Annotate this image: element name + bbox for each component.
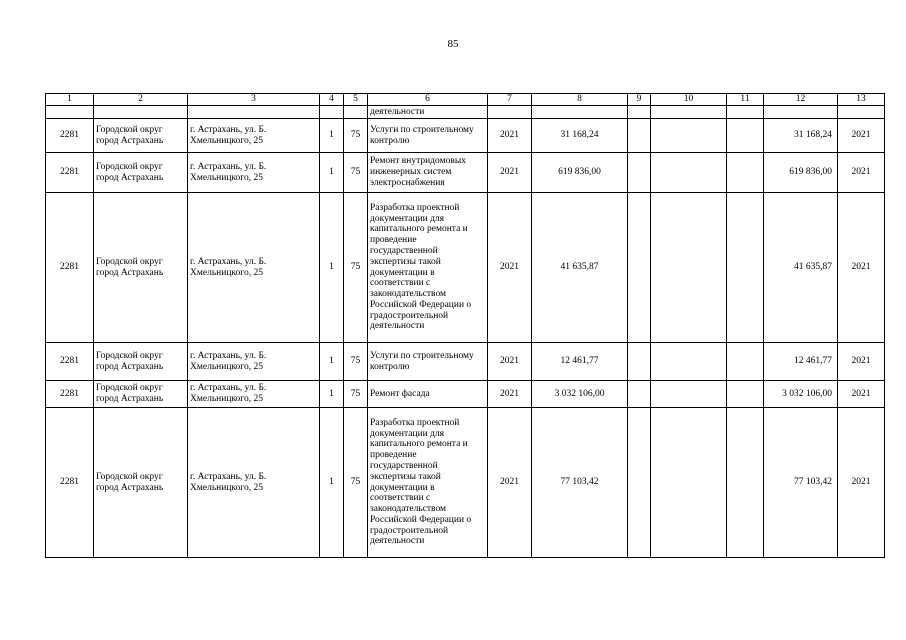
table-row (46, 408, 885, 558)
cell-col9 (628, 381, 651, 408)
column-header: 5 (344, 94, 368, 106)
column-header: 4 (320, 94, 344, 106)
cell-address: г. Астрахань, ул. Б. Хмельницкого, 25 (188, 381, 320, 408)
cell-cost: 3 032 106,00 (532, 381, 628, 408)
cell-cost: 619 836,00 (532, 153, 628, 193)
cell-address: г. Астрахань, ул. Б. Хмельницкого, 25 (188, 153, 320, 193)
column-header: 13 (838, 94, 885, 106)
cell-address: г. Астрахань, ул. Б. Хмельницкого, 25 (188, 343, 320, 381)
column-header: 12 (764, 94, 838, 106)
continuation-row (46, 106, 885, 119)
table-cell (651, 106, 727, 119)
table-cell (488, 106, 532, 119)
cell-work-type: Ремонт внутридомовых инженерных систем электроснабжения (368, 153, 488, 193)
cell-cost-total: 31 168,24 (764, 119, 838, 153)
cell-year-end: 2021 (838, 119, 885, 153)
cell-col9 (628, 153, 651, 193)
cell-cost: 12 461,77 (532, 343, 628, 381)
cell-code: 2281 (46, 408, 94, 558)
table-cell (188, 106, 320, 119)
cell-col5: 75 (344, 408, 368, 558)
cell-work-type: Разработка проектной документации для капитального ремонта и проведение государственной экспертизы такой документации в соответствии с законодательством Российской Федерации о градостроительной деятельности (368, 193, 488, 343)
table-row (46, 119, 885, 153)
cell-municipality: Городской округ город Астрахань (94, 119, 188, 153)
cell-col11 (727, 343, 764, 381)
cell-year: 2021 (488, 119, 532, 153)
cell-col10 (651, 153, 727, 193)
table-cell (764, 106, 838, 119)
table-cell (320, 106, 344, 119)
cell-col9 (628, 119, 651, 153)
cell-col4: 1 (320, 381, 344, 408)
page-number: 85 (447, 38, 459, 50)
cell-address: г. Астрахань, ул. Б. Хмельницкого, 25 (188, 119, 320, 153)
cell-cost-total: 3 032 106,00 (764, 381, 838, 408)
cell-year-end: 2021 (838, 343, 885, 381)
cell-col9 (628, 193, 651, 343)
cell-col11 (727, 408, 764, 558)
cell-col11 (727, 193, 764, 343)
cell-work-type: Услуги по строительному контролю (368, 343, 488, 381)
continuation-text: деятельности (368, 106, 488, 119)
cell-col4: 1 (320, 153, 344, 193)
cell-year-end: 2021 (838, 193, 885, 343)
cell-col4: 1 (320, 193, 344, 343)
column-header: 2 (94, 94, 188, 106)
cell-cost-total: 12 461,77 (764, 343, 838, 381)
cell-col10 (651, 381, 727, 408)
table-row (46, 153, 885, 193)
column-header: 11 (727, 94, 764, 106)
cell-cost-total: 619 836,00 (764, 153, 838, 193)
cell-year: 2021 (488, 408, 532, 558)
column-header: 1 (46, 94, 94, 106)
cell-col11 (727, 381, 764, 408)
cell-municipality: Городской округ город Астрахань (94, 343, 188, 381)
column-header: 6 (368, 94, 488, 106)
column-header: 8 (532, 94, 628, 106)
column-header: 9 (628, 94, 651, 106)
cell-col10 (651, 193, 727, 343)
cell-year-end: 2021 (838, 408, 885, 558)
cell-work-type: Ремонт фасада (368, 381, 488, 408)
data-table (45, 93, 885, 558)
header-row (46, 94, 885, 106)
cell-code: 2281 (46, 193, 94, 343)
column-header: 10 (651, 94, 727, 106)
cell-code: 2281 (46, 153, 94, 193)
cell-municipality: Городской округ город Астрахань (94, 408, 188, 558)
column-header: 3 (188, 94, 320, 106)
cell-col5: 75 (344, 343, 368, 381)
cell-code: 2281 (46, 119, 94, 153)
cell-col4: 1 (320, 408, 344, 558)
cell-code: 2281 (46, 381, 94, 408)
cell-col10 (651, 119, 727, 153)
cell-work-type: Разработка проектной документации для капитального ремонта и проведение государственной экспертизы такой документации в соответствии с законодательством Российской Федерации о градостроительной деятельности (368, 408, 488, 558)
table-cell (46, 106, 94, 119)
cell-col5: 75 (344, 153, 368, 193)
table-cell (838, 106, 885, 119)
cell-address: г. Астрахань, ул. Б. Хмельницкого, 25 (188, 193, 320, 343)
cell-year: 2021 (488, 381, 532, 408)
cell-cost: 77 103,42 (532, 408, 628, 558)
table-cell (344, 106, 368, 119)
table-cell (628, 106, 651, 119)
cell-cost: 31 168,24 (532, 119, 628, 153)
cell-municipality: Городской округ город Астрахань (94, 381, 188, 408)
cell-col11 (727, 119, 764, 153)
cell-col4: 1 (320, 119, 344, 153)
table-row (46, 343, 885, 381)
table-cell (727, 106, 764, 119)
cell-code: 2281 (46, 343, 94, 381)
cell-cost-total: 41 635,87 (764, 193, 838, 343)
cell-col10 (651, 343, 727, 381)
cell-col9 (628, 408, 651, 558)
column-header: 7 (488, 94, 532, 106)
cell-col4: 1 (320, 343, 344, 381)
cell-col10 (651, 408, 727, 558)
cell-col5: 75 (344, 193, 368, 343)
table-cell (94, 106, 188, 119)
cell-col11 (727, 153, 764, 193)
cell-municipality: Городской округ город Астрахань (94, 153, 188, 193)
table-cell (532, 106, 628, 119)
table-row (46, 193, 885, 343)
cell-col9 (628, 343, 651, 381)
cell-col5: 75 (344, 381, 368, 408)
cell-address: г. Астрахань, ул. Б. Хмельницкого, 25 (188, 408, 320, 558)
cell-year: 2021 (488, 153, 532, 193)
cell-cost: 41 635,87 (532, 193, 628, 343)
cell-col5: 75 (344, 119, 368, 153)
table-row (46, 381, 885, 408)
cell-year: 2021 (488, 193, 532, 343)
cell-year: 2021 (488, 343, 532, 381)
cell-cost-total: 77 103,42 (764, 408, 838, 558)
cell-year-end: 2021 (838, 381, 885, 408)
cell-municipality: Городской округ город Астрахань (94, 193, 188, 343)
cell-year-end: 2021 (838, 153, 885, 193)
cell-work-type: Услуги по строительному контролю (368, 119, 488, 153)
